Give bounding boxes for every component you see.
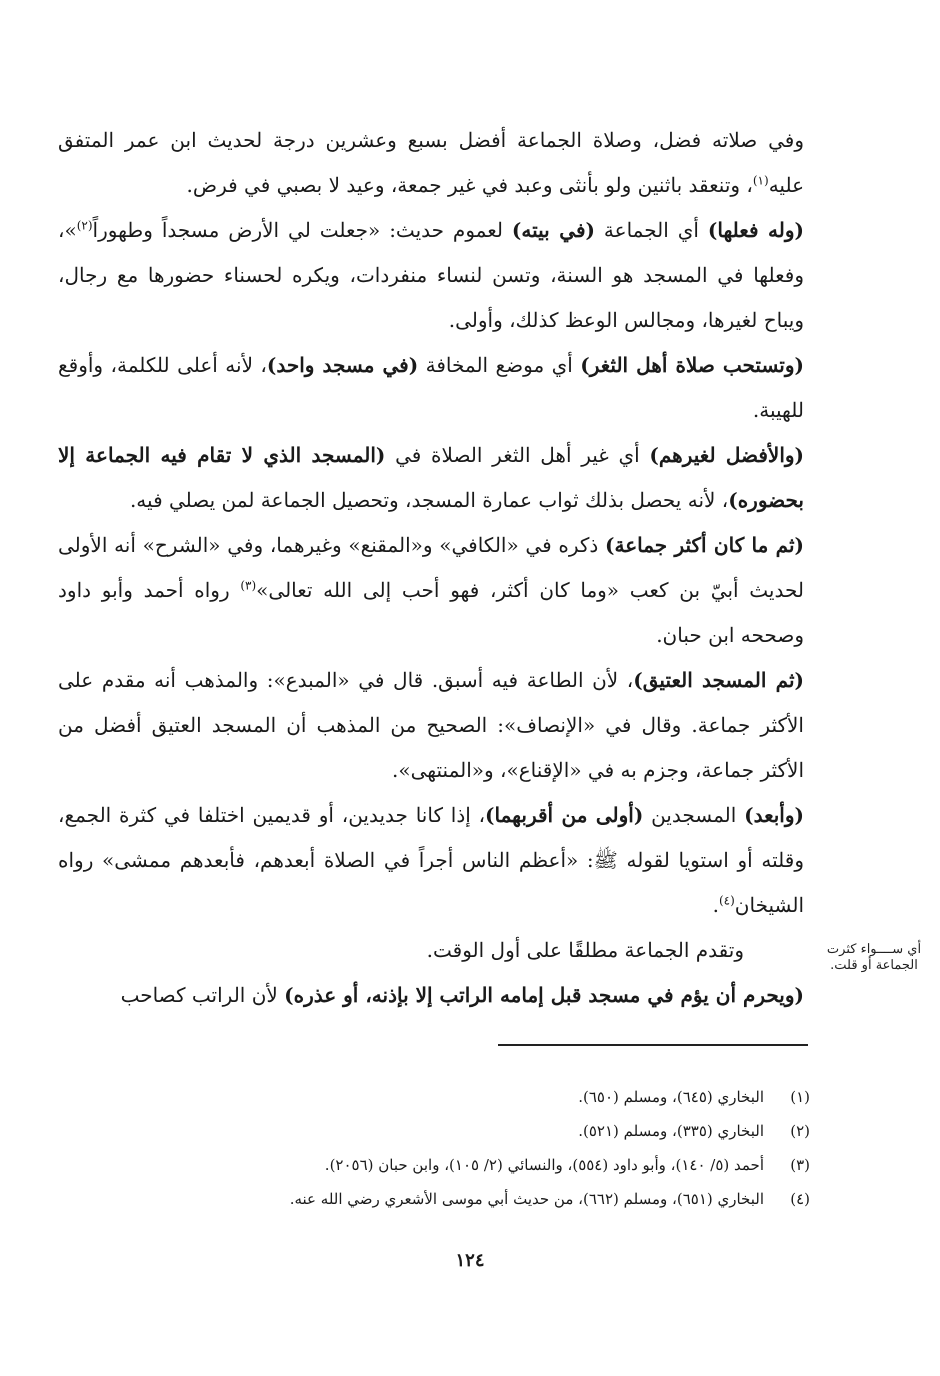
matn-text: (في بيته) [511, 218, 595, 242]
matn-text: (ثم ما كان أكثر جماعة) [605, 533, 804, 557]
footnote-number: (١) [790, 1088, 810, 1106]
matn-text: (وله فعلها) [707, 218, 804, 242]
sharh-text: المسجدين [643, 803, 745, 827]
main-text [58, 118, 804, 1018]
sharh-text: لأن الراتب كصاحب [120, 983, 285, 1007]
paragraph [58, 208, 804, 343]
footnote [150, 1114, 810, 1148]
matn-text: (المسجد الذي لا تقام فيه الجماعة إلا بحضوره) [58, 443, 804, 512]
paragraph [58, 658, 804, 793]
footnote [150, 1182, 810, 1216]
paragraph [58, 523, 804, 658]
sharh-text: وتقدم الجماعة مطلقًا على أول الوقت. [426, 938, 744, 962]
sharh-text: »، وفعلها في المسجد هو السنة، وتسن لنساء منفردات، ويكره لحسناء حضورها مع رجال، ويباح لغيرها، ومجالس الوعظ كذلك، وأولى. [58, 218, 804, 332]
paragraph [58, 343, 804, 433]
sharh-text: ، إذا كانا جديدين، أو قديمين اختلفا في كثرة الجمع، وقلته أو استويا لقوله ﷺ: «أعظم الناس أجراً في الصلاة أبعدهم، فأبعدهم ممشى» رواه الشيخان [58, 803, 804, 917]
footnote-text: البخاري (٦٥١)، ومسلم (٦٦٢)، من حديث أبي موسى الأشعري رضي الله عنه. [289, 1190, 764, 1208]
sharh-text: وفي صلاته فضل، وصلاة الجماعة أفضل بسبع وعشرين درجة لحديث ابن عمر المتفق عليه [58, 128, 804, 197]
sharh-text: لعموم حديث: «جعلت لي الأرض مسجداً وطهوراً [92, 218, 512, 242]
footnote-number: (٣) [790, 1156, 810, 1174]
margin-note: أي ســــواء كثرت الجماعة أو قلت. [826, 942, 922, 973]
footnote-number: (٢) [790, 1122, 810, 1140]
matn-text: (والأفضل لغيرهم) [649, 443, 804, 467]
paragraph [58, 433, 804, 523]
footnotes [150, 1080, 810, 1216]
paragraph [58, 928, 804, 973]
sharh-text: ، لأنه يحصل بذلك ثواب عمارة المسجد، وتحصيل الجماعة لمن يصلي فيه. [129, 488, 729, 512]
sharh-text: أي غير أهل الثغر الصلاة في [385, 443, 650, 467]
matn-text: (وتستحب صلاة أهل الثغر) [580, 353, 804, 377]
sharh-text: ، لأن الطاعة فيه أسبق. قال في «المبدع»: والمذهب أنه مقدم على الأكثر جماعة. وقال في «الإنصاف»: الصحيح من المذهب أن المسجد العتيق أفضل من الأكثر جماعة، وجزم به في «الإقناع»، و«المنتهى». [58, 668, 804, 782]
footnote-ref: (٤) [718, 893, 735, 908]
footnote-text: البخاري (٦٤٥)، ومسلم (٦٥٠). [578, 1088, 764, 1106]
footnote-ref: (١) [752, 173, 769, 188]
sharh-text: أي موضع المخافة [418, 353, 581, 377]
footnote-text: البخاري (٣٣٥)، ومسلم (٥٢١). [578, 1122, 764, 1140]
matn-text: (ثم المسجد العتيق) [633, 668, 804, 692]
sharh-text: ، لأنه أعلى للكلمة، وأوقع للهيبة. [58, 353, 804, 422]
footnote-ref: (٣) [240, 578, 257, 593]
matn-text: (وأبعد) [744, 803, 804, 827]
footnote-number: (٤) [790, 1190, 810, 1208]
footnote [150, 1148, 810, 1182]
matn-text: (ويحرم أن يؤم في مسجد قبل إمامه الراتب إلا بإذنه، أو عذره) [284, 983, 804, 1007]
sharh-text: أي الجماعة [594, 218, 708, 242]
paragraph [58, 973, 804, 1018]
footnote-text: أحمد (٥/ ١٤٠)، وأبو داود (٥٥٤)، والنسائي (٢/ ١٠٥)، وابن حبان (٢٠٥٦). [324, 1156, 764, 1174]
sharh-text: . [712, 893, 719, 917]
matn-text: (في مسجد واحد) [266, 353, 419, 377]
footnote [150, 1080, 810, 1114]
sharh-text: ذكره في «الكافي» و«المقنع» وغيرهما، وفي «الشرح» أنه الأولى لحديث أبيّ بن كعب «وما كان أكثر، فهو أحب إلى الله تعالى» [58, 533, 804, 602]
footnote-ref: (٢) [76, 218, 93, 233]
footnote-separator [498, 1044, 808, 1046]
paragraph [58, 118, 804, 208]
paragraph [58, 793, 804, 928]
matn-text: (أولى من أقربهما) [485, 803, 644, 827]
sharh-text: ، وتنعقد باثنين ولو بأنثى وعبد في غير جمعة، وعيد لا بصبي في فرض. [186, 173, 753, 197]
page-number: ١٢٤ [455, 1250, 485, 1271]
sharh-text: رواه أحمد وأبو داود وصححه ابن حبان. [58, 578, 804, 647]
